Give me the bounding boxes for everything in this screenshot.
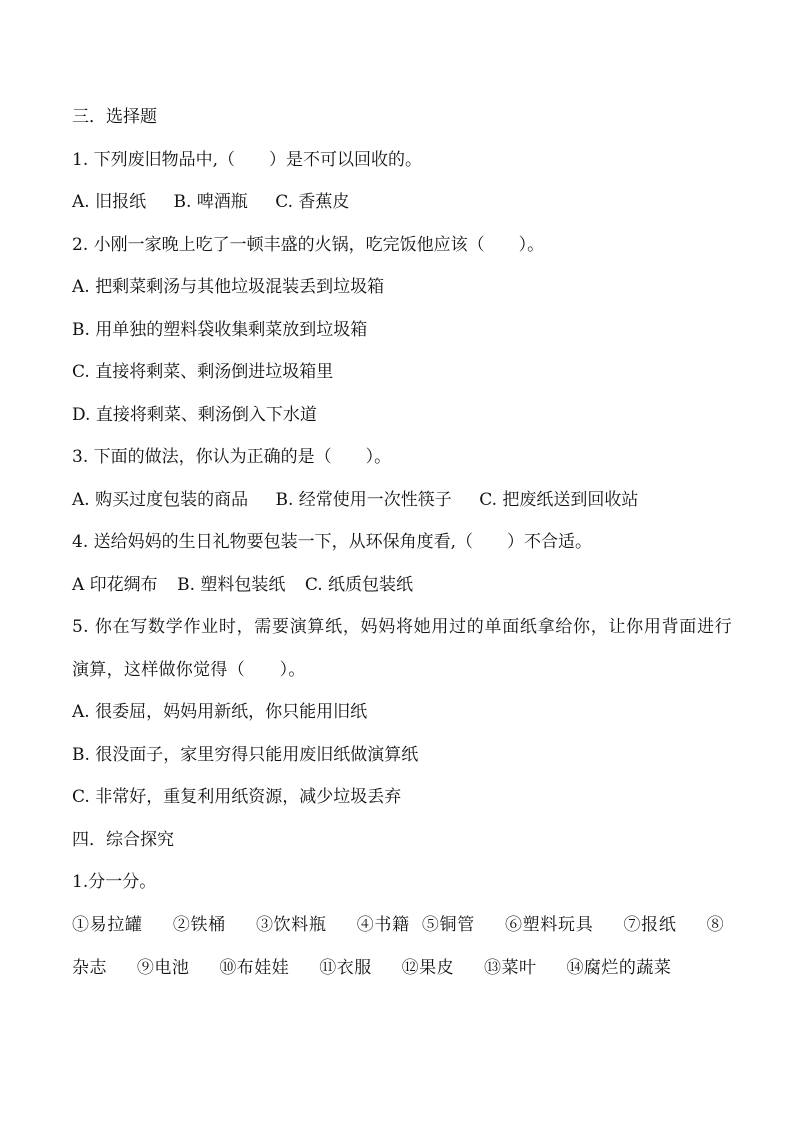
sorting-item: ⑬菜叶	[484, 958, 537, 978]
question-2-option-a: A. 把剩菜剩汤与其他垃圾混装丢到垃圾箱	[72, 277, 385, 297]
sorting-item: ①易拉罐	[72, 914, 143, 935]
option-c: C. 纸质包装纸	[304, 574, 414, 595]
option-b: B. 经常使用一次性筷子	[275, 489, 452, 510]
question-5-option-a: A. 很委屈，妈妈用新纸，你只能用旧纸	[72, 702, 368, 722]
sorting-item: ③饮料瓶	[255, 914, 327, 935]
question-2-option-c: C. 直接将剩菜、剩汤倒进垃圾箱里	[72, 362, 334, 382]
sorting-item: ⑫果皮	[401, 958, 455, 978]
option-b: B. 塑料包装纸	[177, 574, 286, 595]
option-a: A. 购买过度包装的商品	[72, 489, 249, 510]
question-1-stem: 1. 下列废旧物品中,（ ）是不可以回收的。	[72, 149, 423, 170]
question-4-stem: 4. 送给妈妈的生日礼物要包装一下，从环保角度看,（ ）不合适。	[72, 532, 593, 552]
section-heading-inquiry: 四．综合探究	[72, 829, 174, 850]
sorting-item: ⑩布娃娃	[219, 958, 290, 978]
option-c: C. 把废纸送到回收站	[479, 489, 639, 510]
option-a: A 印花绸布	[72, 574, 158, 595]
question-4-options	[72, 564, 732, 607]
sorting-item: ⑨电池	[136, 958, 190, 978]
question-5-option-b: B. 很没面子，家里穷得只能用废旧纸做演算纸	[72, 744, 419, 765]
question-3-stem: 3. 下面的做法，你认为正确的是（ ）。	[72, 447, 392, 467]
question-5-stem: 5. 你在写数学作业时，需要演算纸，妈妈将她用过的单面纸拿给你，让你用背面进行演算，这样做你觉得（ ）。	[72, 617, 732, 680]
question-2-option-b: B. 用单独的塑料袋收集剩菜放到垃圾箱	[72, 319, 368, 340]
option-a: A. 旧报纸	[72, 192, 147, 212]
question-3-options	[72, 479, 732, 522]
sorting-item: ②铁桶	[172, 914, 226, 935]
inquiry-question-1-stem: 1.分一分。	[72, 872, 157, 892]
question-2-stem: 2. 小刚一家晚上吃了一顿丰盛的火锅，吃完饭他应该（ ）。	[72, 234, 545, 255]
question-2-option-d: D. 直接将剩菜、剩汤倒入下水道	[72, 404, 317, 425]
sorting-item: ④书籍	[356, 914, 410, 935]
sorting-item: ⑭腐烂的蔬菜	[566, 958, 672, 978]
option-b: B. 啤酒瓶	[173, 192, 248, 212]
sorting-item: ⑧杂志	[72, 914, 725, 978]
sorting-item: ⑤铜管	[421, 914, 475, 935]
worksheet-page	[72, 96, 732, 991]
question-5-option-c: C. 非常好，重复利用纸资源，减少垃圾丢弃	[72, 787, 402, 807]
option-c: C. 香蕉皮	[275, 192, 350, 212]
section-heading-choice: 三．选择题	[72, 107, 157, 127]
sorting-item: ⑪衣服	[319, 958, 372, 978]
sorting-item: ⑥塑料玩具	[505, 914, 594, 935]
question-1-options	[72, 181, 732, 224]
sorting-item: ⑦报纸	[623, 914, 677, 935]
sorting-items-list	[72, 904, 724, 991]
